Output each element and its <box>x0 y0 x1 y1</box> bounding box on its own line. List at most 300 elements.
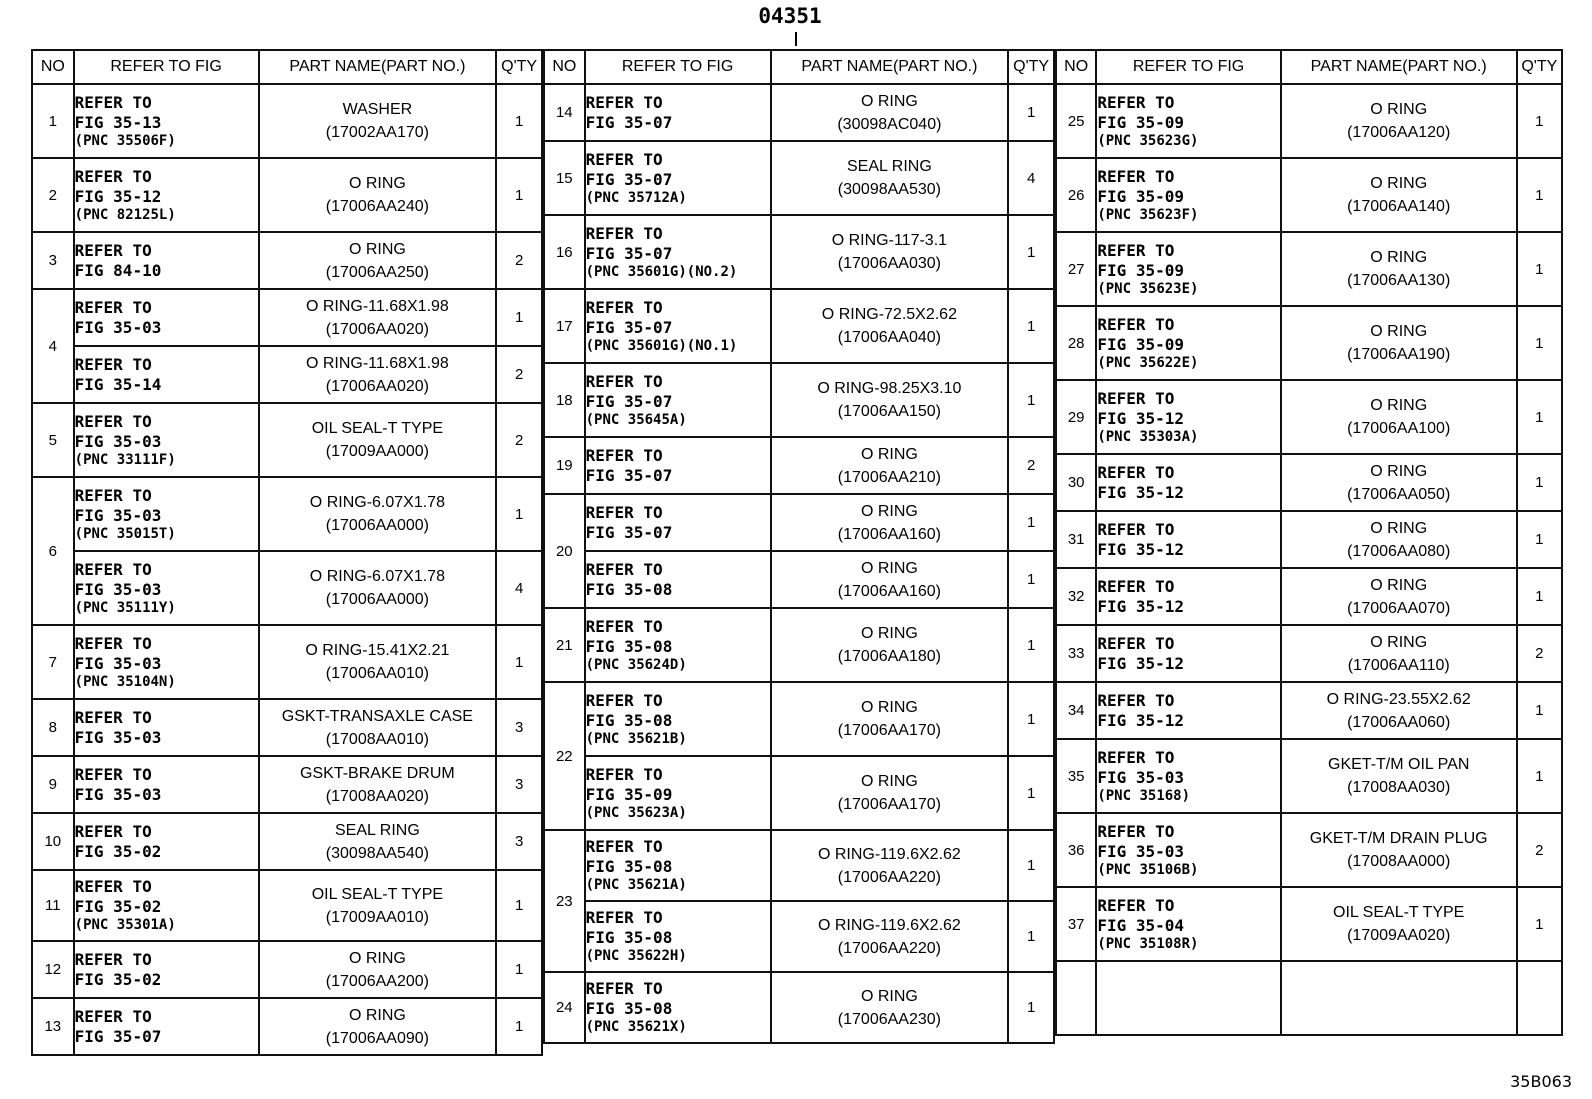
qty-cell: 1 <box>1008 84 1054 141</box>
refer-label: REFER TO <box>585 371 663 391</box>
refer-cell <box>74 403 259 477</box>
part-cell <box>259 84 497 158</box>
part-cell <box>771 972 1009 1043</box>
part-cell <box>771 363 1009 437</box>
refer-label: REFER TO <box>74 633 152 653</box>
refer-cell <box>1096 511 1280 568</box>
refer-fig: FIG 84-10 <box>74 260 162 280</box>
refer-cell <box>585 289 771 363</box>
header-qty: Q'TY <box>1517 50 1562 84</box>
part-name: O RING <box>348 175 406 192</box>
row-no: 15 <box>544 141 585 215</box>
part-cell <box>771 289 1009 363</box>
refer-fig: FIG 35-09 <box>1097 334 1185 354</box>
row-no: 13 <box>32 998 74 1055</box>
refer-label: REFER TO <box>1097 895 1175 915</box>
table-row <box>32 813 542 870</box>
refer-cell <box>585 972 771 1043</box>
part-number: (17009AA000) <box>325 443 429 460</box>
refer-fig: FIG 35-03 <box>74 505 162 525</box>
part-number: (17006AA070) <box>1347 599 1451 617</box>
refer-fig: FIG 35-14 <box>74 374 162 394</box>
qty-cell: 1 <box>496 158 542 232</box>
part-cell <box>1281 454 1517 511</box>
part-number: (30098AC040) <box>837 115 942 133</box>
part-number: (17006AA230) <box>837 1010 941 1028</box>
refer-fig: FIG 35-12 <box>1097 408 1185 428</box>
part-cell <box>1281 682 1517 739</box>
row-no: 31 <box>1056 511 1096 568</box>
part-cell <box>259 941 497 998</box>
refer-label: REFER TO <box>74 949 152 969</box>
refer-cell <box>74 346 259 403</box>
part-number: (17006AA160) <box>837 582 941 600</box>
refer-fig: FIG 35-12 <box>1097 482 1185 502</box>
qty-cell: 1 <box>496 870 542 941</box>
part-number: (17006AA220) <box>837 868 941 886</box>
table-row <box>1056 568 1562 625</box>
part-cell <box>1281 306 1517 380</box>
qty-cell: 1 <box>1008 494 1054 551</box>
refer-fig: FIG 35-07 <box>585 391 673 411</box>
table-row <box>32 998 542 1055</box>
refer-cell <box>74 477 259 551</box>
table-row <box>544 215 1054 289</box>
qty-cell: 1 <box>496 941 542 998</box>
part-name: O RING-6.07X1.78 <box>309 494 445 511</box>
part-name: GSKT-TRANSAXLE CASE <box>281 707 473 725</box>
part-number: (17006AA040) <box>837 329 941 346</box>
refer-pnc: (PNC 35712A) <box>585 189 687 206</box>
row-no: 30 <box>1056 454 1096 511</box>
row-no: 35 <box>1056 739 1096 813</box>
refer-fig: FIG 35-02 <box>74 897 162 916</box>
row-no: 29 <box>1056 380 1096 454</box>
qty-cell: 1 <box>1008 363 1054 437</box>
table-row <box>32 699 542 756</box>
qty-cell: 1 <box>496 289 542 346</box>
refer-pnc: (PNC 35645A) <box>585 411 687 428</box>
part-name: O RING-23.55X2.62 <box>1326 690 1471 708</box>
refer-label: REFER TO <box>1097 166 1175 186</box>
refer-cell <box>1096 454 1280 511</box>
part-cell <box>1281 625 1517 682</box>
table-row <box>544 608 1054 682</box>
refer-label: REFER TO <box>585 92 663 112</box>
refer-label: REFER TO <box>585 559 663 579</box>
refer-cell <box>585 215 771 289</box>
refer-fig: FIG 35-07 <box>585 522 673 542</box>
refer-cell <box>74 998 259 1055</box>
part-name: O RING <box>860 445 918 463</box>
row-no: 23 <box>544 830 585 972</box>
part-name: O RING-72.5X2.62 <box>821 306 957 323</box>
header-refer-to-fig: REFER TO FIG <box>585 50 771 84</box>
refer-fig: FIG 35-08 <box>585 579 673 599</box>
parts-table-block-1 <box>31 49 543 1056</box>
refer-pnc: (PNC 35622E) <box>1097 354 1199 371</box>
table-row <box>32 158 542 232</box>
title-leader-line <box>795 32 797 46</box>
refer-label: REFER TO <box>1097 519 1175 539</box>
qty-cell: 1 <box>1517 887 1562 961</box>
refer-label: REFER TO <box>1097 462 1175 482</box>
refer-label: REFER TO <box>74 92 152 112</box>
refer-pnc: (PNC 33111F) <box>74 451 176 468</box>
part-name: O RING <box>348 949 406 967</box>
refer-label: REFER TO <box>1097 633 1175 653</box>
part-name: O RING <box>1370 576 1428 594</box>
part-cell <box>1281 158 1517 232</box>
part-number: (17006AA090) <box>325 1029 429 1047</box>
qty-cell: 1 <box>1008 682 1054 756</box>
part-number: (17006AA030) <box>837 255 941 272</box>
header-no: NO <box>32 50 74 84</box>
table-row <box>32 477 542 551</box>
refer-fig: FIG 35-03 <box>74 579 162 599</box>
part-name: O RING <box>860 559 918 577</box>
part-cell <box>771 84 1009 141</box>
refer-fig: FIG 35-03 <box>74 431 162 451</box>
refer-fig: FIG 35-02 <box>74 841 162 861</box>
refer-cell <box>585 494 771 551</box>
row-no: 10 <box>32 813 74 870</box>
refer-fig: FIG 35-07 <box>585 465 673 485</box>
header-qty: Q'TY <box>496 50 542 84</box>
qty-cell: 1 <box>1517 568 1562 625</box>
table-row <box>544 682 1054 756</box>
qty-cell: 1 <box>1517 511 1562 568</box>
refer-label: REFER TO <box>74 877 152 896</box>
refer-fig: FIG 35-12 <box>74 186 162 206</box>
refer-fig: FIG 35-07 <box>585 169 673 189</box>
qty-cell: 1 <box>1008 551 1054 608</box>
table-row <box>544 972 1054 1043</box>
table-row <box>32 756 542 813</box>
table-row <box>544 830 1054 901</box>
refer-cell <box>1096 625 1280 682</box>
part-cell <box>259 403 497 477</box>
header-refer-to-fig: REFER TO FIG <box>74 50 259 84</box>
part-name: O RING-117-3.1 <box>831 232 948 249</box>
qty-cell: 1 <box>1008 972 1054 1043</box>
refer-label: REFER TO <box>585 690 663 710</box>
part-number: (17006AA060) <box>1347 713 1451 731</box>
part-number: (17009AA020) <box>1347 927 1451 944</box>
qty-cell: 1 <box>496 84 542 158</box>
refer-cell <box>74 625 259 699</box>
row-no: 6 <box>32 477 74 625</box>
row-no: 26 <box>1056 158 1096 232</box>
part-number: (17006AA150) <box>837 403 941 420</box>
part-cell <box>259 998 497 1055</box>
part-cell <box>771 608 1009 682</box>
row-no: 5 <box>32 403 74 477</box>
part-number: (17006AA130) <box>1347 272 1451 289</box>
part-number: (17006AA210) <box>837 468 941 486</box>
qty-cell: 3 <box>496 699 542 756</box>
row-no: 16 <box>544 215 585 289</box>
row-no: 32 <box>1056 568 1096 625</box>
table-row <box>544 289 1054 363</box>
part-name: O RING-11.68X1.98 <box>305 297 449 315</box>
refer-pnc: (PNC 35621B) <box>585 730 687 747</box>
refer-pnc: (PNC 35104N) <box>74 673 176 690</box>
refer-cell <box>585 363 771 437</box>
refer-fig: FIG 35-12 <box>1097 596 1185 616</box>
row-no: 12 <box>32 941 74 998</box>
part-cell <box>1281 887 1517 961</box>
refer-fig: FIG 35-12 <box>1097 653 1185 673</box>
part-number: (17008AA020) <box>325 787 429 805</box>
diagram-title: 04351 <box>758 4 822 28</box>
refer-cell <box>1096 158 1280 232</box>
refer-cell <box>1096 84 1280 158</box>
refer-pnc: (PNC 35621A) <box>585 877 687 893</box>
qty-cell: 2 <box>1517 625 1562 682</box>
part-number: (17006AA190) <box>1347 346 1451 363</box>
row-no: 37 <box>1056 887 1096 961</box>
refer-cell <box>585 830 771 901</box>
table-row <box>1056 739 1562 813</box>
refer-pnc: (PNC 35106B) <box>1097 861 1199 878</box>
refer-label: REFER TO <box>74 297 152 317</box>
refer-fig: FIG 35-08 <box>585 999 673 1018</box>
refer-label: REFER TO <box>585 149 663 169</box>
refer-cell <box>74 699 259 756</box>
refer-label: REFER TO <box>1097 388 1175 408</box>
qty-cell: 1 <box>1517 454 1562 511</box>
table-row <box>32 870 542 941</box>
refer-label: REFER TO <box>585 502 663 522</box>
part-name: O RING <box>1370 175 1428 192</box>
row-no: 20 <box>544 494 585 608</box>
header-part-name: PART NAME(PART NO.) <box>259 50 497 84</box>
row-no: 36 <box>1056 813 1096 887</box>
refer-label: REFER TO <box>585 837 663 856</box>
refer-cell <box>1096 568 1280 625</box>
refer-label: REFER TO <box>74 485 152 505</box>
header-part-name: PART NAME(PART NO.) <box>771 50 1009 84</box>
table-row <box>544 551 1054 608</box>
part-name: O RING <box>1370 323 1428 340</box>
refer-label: REFER TO <box>74 411 152 431</box>
refer-label: REFER TO <box>585 979 663 998</box>
qty-cell: 1 <box>1517 84 1562 158</box>
part-name: O RING-98.25X3.10 <box>817 380 962 397</box>
empty-cell <box>1281 961 1517 1035</box>
qty-cell: 3 <box>496 756 542 813</box>
table-row <box>544 494 1054 551</box>
part-number: (17006AA080) <box>1347 542 1451 560</box>
row-no: 22 <box>544 682 585 830</box>
table-row <box>1056 887 1562 961</box>
part-number: (17006AA020) <box>325 320 429 338</box>
part-name: GKET-T/M DRAIN PLUG <box>1309 830 1488 847</box>
refer-fig: FIG 35-07 <box>585 243 673 263</box>
part-name: O RING <box>1370 519 1428 537</box>
row-no: 4 <box>32 289 74 403</box>
part-name: O RING <box>1370 249 1428 266</box>
refer-cell <box>585 437 771 494</box>
part-number: (17006AA140) <box>1347 198 1451 215</box>
table-row <box>544 84 1054 141</box>
refer-pnc: (PNC 35622H) <box>585 948 687 964</box>
refer-label: REFER TO <box>1097 690 1175 710</box>
part-number: (17006AA120) <box>1347 124 1451 141</box>
header-no: NO <box>544 50 585 84</box>
row-no: 34 <box>1056 682 1096 739</box>
refer-label: REFER TO <box>585 908 663 927</box>
refer-pnc: (PNC 82125L) <box>74 206 176 223</box>
part-number: (17006AA240) <box>325 198 429 215</box>
refer-label: REFER TO <box>74 1006 152 1026</box>
refer-pnc: (PNC 35601G)(NO.2) <box>585 263 738 280</box>
qty-cell: 2 <box>496 403 542 477</box>
row-no: 11 <box>32 870 74 941</box>
table-row <box>1056 158 1562 232</box>
refer-fig: FIG 35-02 <box>74 969 162 989</box>
refer-pnc: (PNC 35623F) <box>1097 206 1199 223</box>
refer-cell <box>585 84 771 141</box>
row-no: 7 <box>32 625 74 699</box>
refer-fig: FIG 35-03 <box>1097 841 1185 861</box>
refer-fig: FIG 35-12 <box>1097 710 1185 730</box>
row-no: 21 <box>544 608 585 682</box>
table-row <box>1056 306 1562 380</box>
part-cell <box>771 437 1009 494</box>
part-number: (30098AA540) <box>325 844 429 862</box>
refer-cell <box>585 141 771 215</box>
qty-cell: 1 <box>1517 158 1562 232</box>
refer-cell <box>585 756 771 830</box>
refer-label: REFER TO <box>1097 92 1175 112</box>
part-name: O RING <box>348 240 406 258</box>
qty-cell: 1 <box>1008 756 1054 830</box>
refer-fig: FIG 35-08 <box>585 710 673 730</box>
refer-pnc: (PNC 35623G) <box>1097 132 1199 149</box>
refer-cell <box>74 551 259 625</box>
refer-fig: FIG 35-08 <box>585 636 673 656</box>
part-number: (17006AA110) <box>1347 656 1450 674</box>
part-number: (17006AA010) <box>325 665 429 682</box>
refer-fig: FIG 35-07 <box>74 1026 162 1046</box>
part-number: (17006AA050) <box>1347 485 1451 503</box>
part-cell <box>259 158 497 232</box>
part-cell <box>259 232 497 289</box>
refer-label: REFER TO <box>74 764 152 784</box>
refer-label: REFER TO <box>1097 576 1175 596</box>
qty-cell: 1 <box>496 998 542 1055</box>
refer-fig: FIG 35-13 <box>74 112 162 132</box>
part-name: O RING <box>1370 397 1428 414</box>
qty-cell: 2 <box>1008 437 1054 494</box>
refer-fig: FIG 35-08 <box>585 928 673 947</box>
part-name: O RING <box>1370 462 1428 480</box>
part-cell <box>259 756 497 813</box>
refer-pnc: (PNC 35624D) <box>585 656 687 673</box>
parts-table-block-2 <box>543 49 1055 1044</box>
refer-fig: FIG 35-03 <box>74 317 162 337</box>
part-number: (17002AA170) <box>325 124 429 141</box>
table-row <box>544 756 1054 830</box>
qty-cell: 2 <box>496 232 542 289</box>
qty-cell: 3 <box>496 813 542 870</box>
refer-pnc: (PNC 35301A) <box>74 917 176 933</box>
table-row <box>32 551 542 625</box>
part-cell <box>1281 84 1517 158</box>
refer-cell <box>585 682 771 756</box>
part-name: O RING-119.6X2.62 <box>817 845 961 863</box>
part-cell <box>1281 380 1517 454</box>
refer-label: REFER TO <box>74 821 152 841</box>
row-no: 1 <box>32 84 74 158</box>
part-cell <box>771 215 1009 289</box>
row-no: 17 <box>544 289 585 363</box>
refer-cell <box>74 756 259 813</box>
refer-label: REFER TO <box>74 240 152 260</box>
refer-label: REFER TO <box>585 445 663 465</box>
refer-fig: FIG 35-09 <box>585 784 673 804</box>
refer-cell <box>585 608 771 682</box>
refer-fig: FIG 35-03 <box>74 784 162 804</box>
part-name: O RING-119.6X2.62 <box>817 916 961 934</box>
table-row <box>544 141 1054 215</box>
part-number: (17006AA160) <box>837 525 941 543</box>
part-name: GSKT-BRAKE DRUM <box>300 764 455 782</box>
refer-label: REFER TO <box>585 616 663 636</box>
table-row <box>1056 454 1562 511</box>
refer-pnc: (PNC 35168) <box>1097 787 1191 804</box>
refer-fig: FIG 35-03 <box>1097 767 1185 787</box>
part-cell <box>1281 511 1517 568</box>
part-number: (17006AA000) <box>325 591 429 608</box>
part-cell <box>1281 813 1517 887</box>
refer-pnc: (PNC 35303A) <box>1097 428 1199 445</box>
part-name: O RING <box>860 502 918 520</box>
row-no: 25 <box>1056 84 1096 158</box>
refer-cell <box>1096 380 1280 454</box>
refer-fig: FIG 35-12 <box>1097 539 1185 559</box>
table-row <box>1056 682 1562 739</box>
part-number: (30098AA530) <box>837 181 941 198</box>
part-cell <box>771 494 1009 551</box>
refer-pnc: (PNC 35111Y) <box>74 599 176 616</box>
part-number: (17006AA170) <box>837 722 941 739</box>
refer-pnc: (PNC 35601G)(NO.1) <box>585 337 738 354</box>
part-cell <box>771 830 1009 901</box>
refer-cell <box>1096 739 1280 813</box>
table-row <box>1056 84 1562 158</box>
refer-fig: FIG 35-09 <box>1097 112 1185 132</box>
refer-cell <box>1096 232 1280 306</box>
part-name: SEAL RING <box>335 821 420 839</box>
row-no: 3 <box>32 232 74 289</box>
part-cell <box>1281 739 1517 813</box>
refer-cell <box>74 158 259 232</box>
part-cell <box>259 551 497 625</box>
part-cell <box>259 477 497 551</box>
table-row <box>32 232 542 289</box>
figure-code: 35B063 <box>1510 1072 1572 1091</box>
refer-label: REFER TO <box>1097 240 1175 260</box>
qty-cell: 1 <box>1008 608 1054 682</box>
refer-cell <box>74 232 259 289</box>
row-no: 24 <box>544 972 585 1043</box>
table-row <box>1056 232 1562 306</box>
refer-fig: FIG 35-09 <box>1097 260 1185 280</box>
qty-cell: 1 <box>1008 289 1054 363</box>
